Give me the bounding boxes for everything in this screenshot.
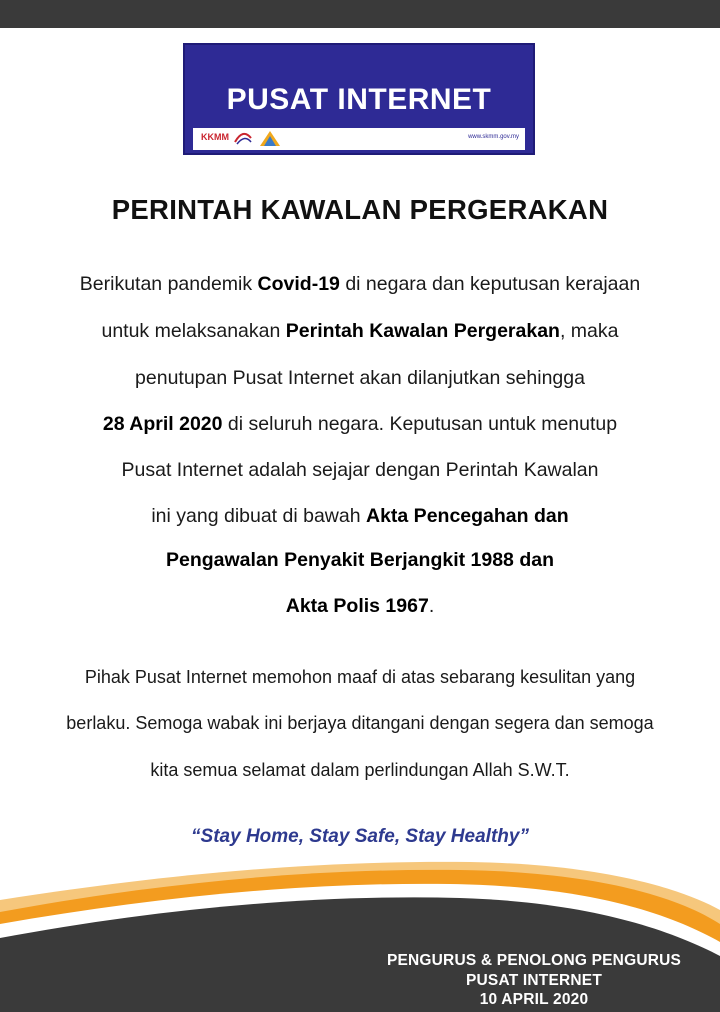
logo-strip (193, 128, 525, 150)
footer-line2: PUSAT INTERNET (466, 972, 602, 989)
pusat-internet-logo (183, 43, 535, 155)
logo-title: PUSAT INTERNET (226, 83, 492, 116)
top-bar (0, 0, 720, 28)
paragraph1-line6: ini yang dibuat di bawah Akta Pencegahan dan (151, 505, 569, 527)
paragraph2-line2: berlaku. Semoga wabak ini berjaya ditangani dengan segera dan semoga (66, 713, 654, 733)
stay-home-quote: “Stay Home, Stay Safe, Stay Healthy” (191, 826, 529, 847)
paragraph1-line5: Pusat Internet adalah sejajar dengan Perintah Kawalan (121, 459, 599, 481)
footer-line3: 10 APRIL 2020 (479, 991, 589, 1008)
logo-url: www.skmm.gov.my (468, 134, 519, 140)
paragraph1-line7: Pengawalan Penyakit Berjangkit 1988 dan (166, 549, 554, 571)
paragraph1-line4: 28 April 2020 di seluruh negara. Keputusan untuk menutup (102, 413, 618, 435)
paragraph1-line8: Akta Polis 1967. (285, 595, 435, 617)
kkmm-swoosh-icon (233, 130, 253, 146)
paragraph1-line2: untuk melaksanakan Perintah Kawalan Pergerakan, maka (101, 320, 619, 342)
mcmc-logo-icon (259, 130, 281, 148)
kkmm-logo-icon: KKMM (201, 132, 229, 142)
paragraph1-line1: Berikutan pandemik Covid-19 di negara dan keputusan kerajaan (79, 273, 641, 295)
page-title: PERINTAH KAWALAN PERGERAKAN (111, 194, 609, 225)
footer-line1: PENGURUS & PENOLONG PENGURUS (386, 952, 682, 969)
paragraph2-line1: Pihak Pusat Internet memohon maaf di atas sebarang kesulitan yang (84, 667, 636, 687)
paragraph2-line3: kita semua selamat dalam perlindungan Allah S.W.T. (150, 760, 570, 780)
paragraph1-line3: penutupan Pusat Internet akan dilanjutkan sehingga (135, 367, 585, 389)
